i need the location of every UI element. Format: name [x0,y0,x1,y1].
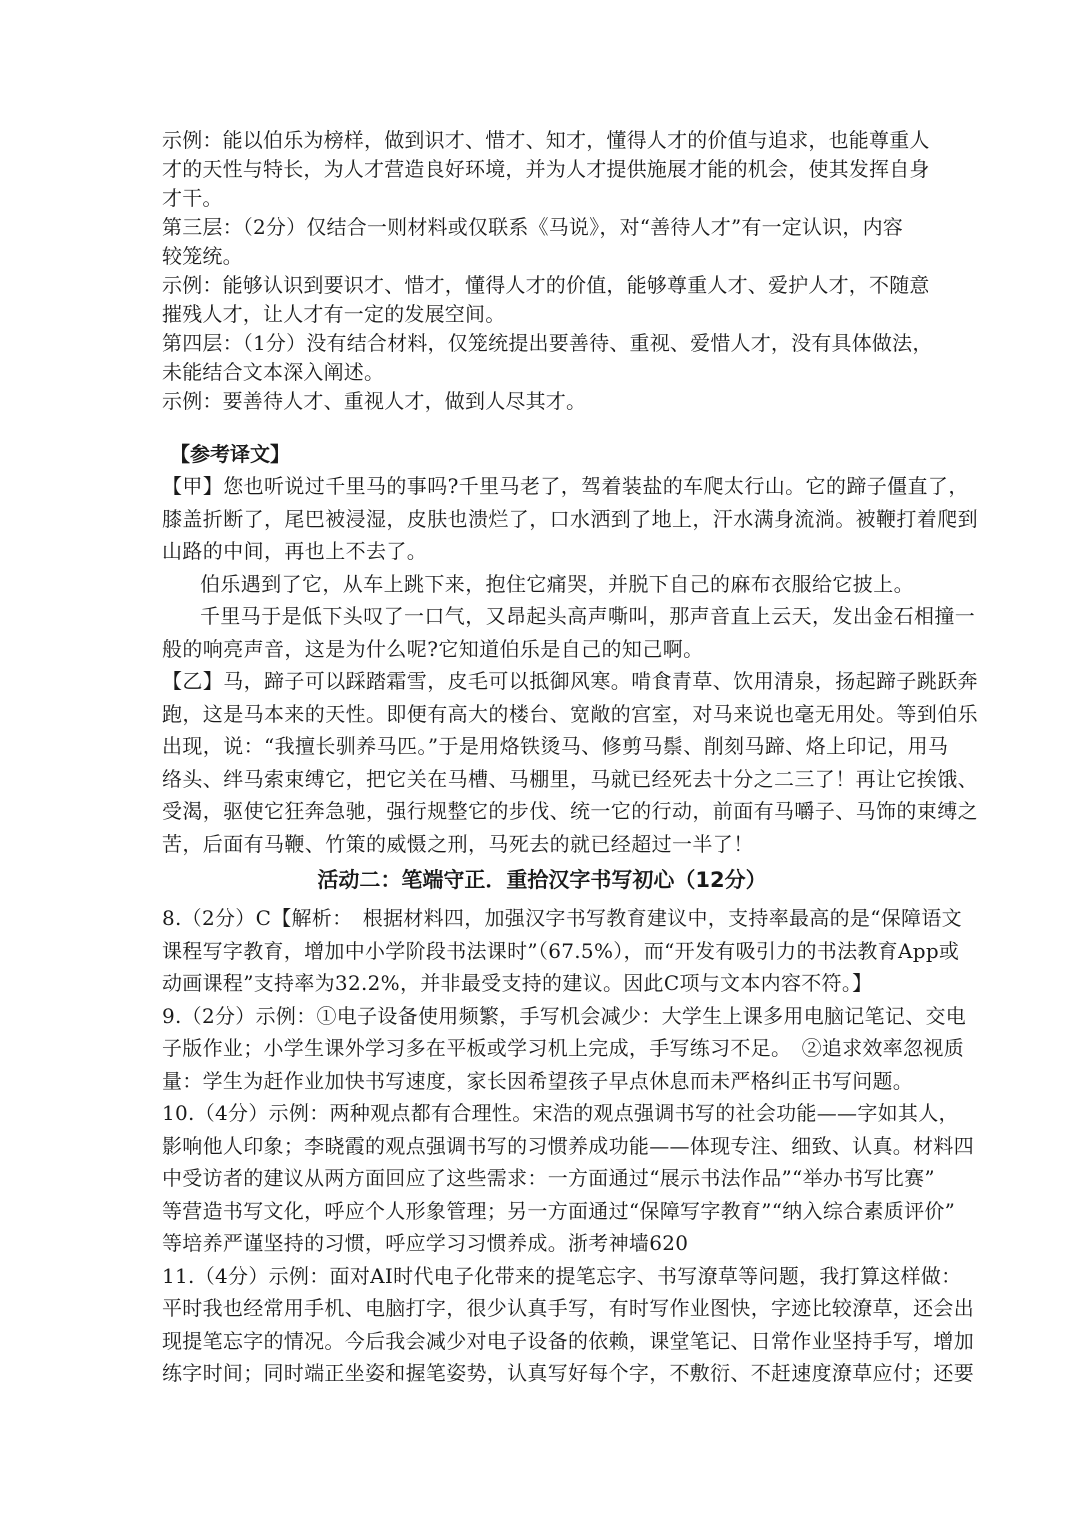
answer-line: 平时我也经常用手机、电脑打字，很少认真手写，有时写作业图快，字迹比较潦草，还会出 [162,1296,974,1320]
text-line: 示例：能够认识到要识才、惜才，懂得人才的价值，能够尊重人才、爱护人才，不随意 [162,273,930,297]
activity-title: 活动二：笔端守正．重拾汉字书写初心（12分） [317,868,767,892]
text-line: 未能结合文本深入阐述。 [162,360,385,384]
text-line: 示例：要善待人才、重视人才，做到人尽其才。 [162,389,587,413]
text-line: 【乙】马，蹄子可以踩踏霜雪，皮毛可以抵御风寒。啃食青草、饮用清泉，扬起蹄子跳跃奔 [162,669,978,693]
answer-line: 等营造书写文化，呼应个人形象管理；另一方面通过“保障写字教育”“纳入综合素质评价” [162,1198,956,1223]
text-line: 伯乐遇到了它，从车上跳下来，抱住它痛哭，并脱下自己的麻布衣服给它披上。 [200,571,914,596]
text-line: 摧残人才，让人才有一定的发展空间。 [162,302,506,326]
answer-line: 10.（4分）示例：两种观点都有合理性。宋浩的观点强调书写的社会功能——字如其人， [162,1101,959,1125]
answer-line: 量：学生为赶作业加快书写速度，家长因希望孩子早点休息而未严格纠正书写问题。 [162,1068,914,1093]
text-line: 络头、绊马索束缚它，把它关在马槽、马棚里，马就已经死去十分之二三了！再让它挨饿、 [162,766,978,791]
text-line: 出现，说：“我擅长驯养马匹。”于是用烙铁烫马、修剪马鬃、削刻马蹄、烙上印记，用马 [162,734,949,758]
text-line: 山路的中间，再也上不去了。 [162,539,428,563]
answer-line: 课程写字教育，增加中小学阶段书法课时”（67.5%），而“开发有吸引力的书法教育App或 [162,938,960,963]
answer-line: 练字时间；同时端正坐姿和握笔姿势，认真写好每个字，不敷衍、不赶速度潦草应付；还要 [162,1361,974,1385]
text-line: 较笼统。 [162,244,243,268]
answer-line: 动画课程”支持率为32.2%，并非最受支持的建议。因此C项与文本内容不符。】 [162,971,873,995]
text-line: 膝盖折断了，尾巴被浸湿，皮肤也溃烂了，口水洒到了地上，汗水满身流淌。被鞭打着爬到 [162,506,978,531]
text-line: 苦，后面有马鞭、竹策的威慑之刑，马死去的就已经超过一半了！ [162,831,754,856]
translation-heading: 【参考译文】 [170,442,290,466]
text-line: 才干。 [162,186,223,210]
translation-section [162,438,978,860]
text-line: 第三层：（2分）仅结合一则材料或仅联系《马说》，对“善待人才”有一定认识，内容 [162,215,903,239]
answer-line: 现提笔忘字的情况。今后我会减少对电子设备的依赖，课堂笔记、日常作业坚持手写，增加 [162,1328,974,1353]
text-line: 受渴，驱使它狂奔急驰，强行规整它的步伐、统一它的行动，前面有马嚼子、马饰的束缚之 [162,799,978,823]
text-line: 跑，这是马本来的天性。即便有高大的楼台、宽敞的宫室，对马来说也毫无用处。等到伯乐 [162,701,978,726]
answer-line: 11.（4分）示例：面对AI时代电子化带来的提笔忘字、书写潦草等问题，我打算这样做： [162,1263,962,1288]
text-line: 第四层：（1分）没有结合材料，仅笼统提出要善待、重视、爱惜人才，没有具体做法， [162,331,933,355]
text-line: 【甲】您也听说过千里马的事吗?千里马老了，驾着装盐的车爬太行山。它的蹄子僵直了， [162,474,969,498]
answer-line: 9.（2分）示例：①电子设备使用频繁，手写机会减少：大学生上课多用电脑记笔记、交电 [162,1003,967,1028]
answer-line: 子版作业；小学生课外学习多在平板或学习机上完成，手写练习不足。 ②追求效率忽视质 [162,1036,964,1060]
answers-section [162,902,974,1390]
text-line: 才的天性与特长，为人才营造良好环境，并为人才提供施展才能的机会，使其发挥自身 [162,157,930,181]
answer-line: 影响他人印象；李晓霞的观点强调书写的习惯养成功能——体现专注、细致、认真。材料四 [162,1133,974,1158]
scoring-section [162,126,933,416]
answer-line: 8.（2分）C【解析： 根据材料四，加强汉字书写教育建议中，支持率最高的是“保障语文 [162,906,962,930]
text-line: 示例：能以伯乐为榜样，做到识才、惜才、知才，懂得人才的价值与追求，也能尊重人 [162,128,930,152]
page-content [162,126,978,1390]
answer-line: 中受访者的建议从两方面回应了这些需求：一方面通过“展示书法作品”“举办书写比赛” [162,1166,935,1190]
text-line: 千里马于是低下头叹了一口气，又昂起头高声嘶叫，那声音直上云天，发出金石相撞一 [200,604,976,628]
answer-line: 等培养严谨坚持的习惯，呼应学习习惯养成。浙考神墙620 [162,1231,689,1255]
text-line: 般的响亮声音，这是为什么呢?它知道伯乐是自己的知己啊。 [162,636,704,661]
